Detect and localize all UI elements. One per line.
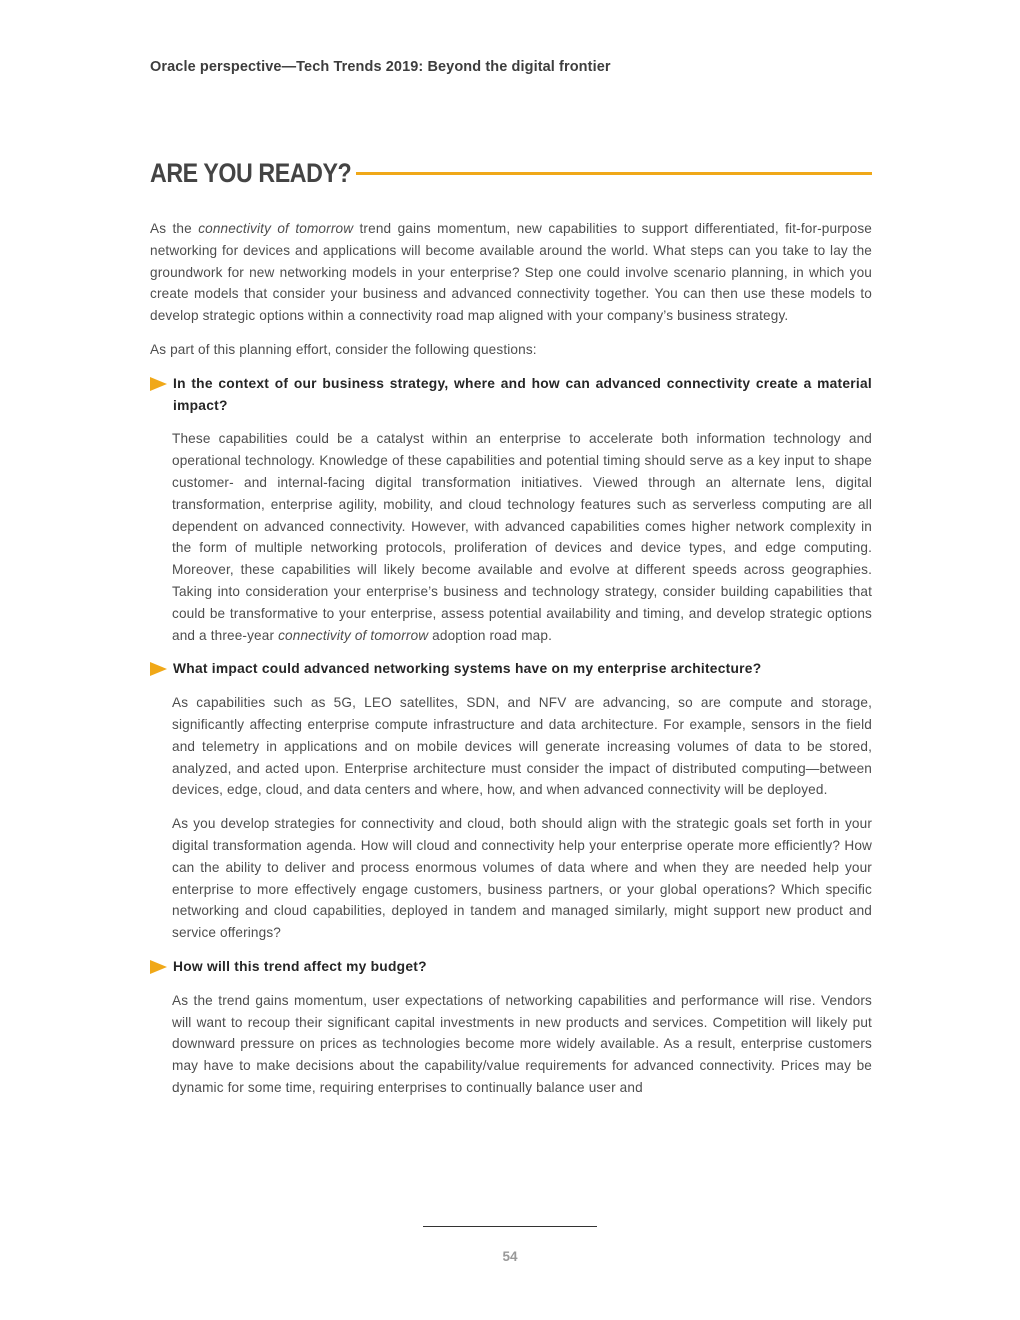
- page-number: 54: [502, 1249, 518, 1264]
- arrow-bullet-icon: [150, 960, 167, 974]
- answer-1-part1: These capabilities could be a catalyst within an enterprise to accelerate both information technology and operational technology. Knowledge of these capabilities and potential timing should serve as a key input to shape customer- and internal-facing digital transformation initiatives. Viewed through an alternate lens, digital transformation, enterprise agility, mobility, and cloud technology features such as serverless computing are all dependent on advanced connectivity. However, with advanced capabilities comes higher network complexity in the form of multiple networking protocols, proliferation of devices and device types, and edge computing. Moreover, these capabilities will likely become available and evolve at different speeds across geographies. Taking into consideration your enterprise’s business and technology strategy, consider building capabilities that could be transformative to your enterprise, assess potential availability and timing, and develop strategic options and a three-year: [172, 431, 872, 643]
- content: [150, 218, 872, 1111]
- question-1: [150, 373, 872, 417]
- title-rule: [356, 172, 872, 175]
- question-3: [150, 956, 872, 978]
- lead-paragraph: As part of this planning effort, consider the following questions:: [150, 341, 537, 357]
- arrow-bullet-icon: [150, 662, 167, 676]
- question-1-text: In the context of our business strategy, where and how can advanced connectivity create a material impact?: [173, 375, 872, 413]
- arrow-bullet-icon: [150, 377, 167, 391]
- question-3-text: How will this trend affect my budget?: [173, 958, 427, 974]
- section-title: ARE YOU READY?: [150, 158, 352, 188]
- section-heading: [150, 155, 872, 191]
- answer-1-italic: connectivity of tomorrow: [278, 627, 429, 643]
- intro-paragraph: [150, 218, 872, 327]
- answer-1-part2: adoption road map.: [428, 627, 553, 643]
- running-header: Oracle perspective—Tech Trends 2019: Beyond the digital frontier: [150, 59, 611, 75]
- answer-2-paragraph-2: As you develop strategies for connectivity and cloud, both should align with the strategic goals set forth in your digital transformation agenda. How will cloud and connectivity help your enterprise operate more efficiently? How can the ability to deliver and process enormous volumes of data where and when they are needed help your enterprise to more effectively engage customers, business partners, or your global operations? Which specific networking and cloud capabilities, deployed in tandem and managed similarly, might support new product and service offerings?: [172, 816, 872, 941]
- answer-3: As the trend gains momentum, user expectations of networking capabilities and performance will rise. Vendors will want to recoup their significant capital investments in new products and services. Competition will likely put downward pressure on prices as technologies become more widely available. As a result, enterprise customers may have to make decisions about the capability/value requirements for advanced connectivity. Prices may be dynamic for some time, requiring enterprises to continually balance user and: [172, 992, 872, 1095]
- question-2: [150, 658, 872, 680]
- answer-2-paragraph-1: As capabilities such as 5G, LEO satellites, SDN, and NFV are advancing, so are compute and storage, significantly affecting enterprise compute infrastructure and data architecture. For example, sensors in the field and telemetry in applications and on mobile devices will generate increasing volumes of data to be stored, analyzed, and acted upon. Enterprise architecture must consider the impact of distributed computing—between devices, edge, cloud, and data centers and where, how, and when advanced connectivity will be deployed.: [172, 695, 872, 798]
- answer-1: [172, 428, 872, 646]
- intro-prefix: As the: [150, 221, 199, 236]
- intro-italic-term: connectivity of tomorrow: [198, 221, 354, 236]
- intro-rest: trend gains momentum, new capabilities to support differentiated, fit-for-purpose networking for devices and applications will become available around the world. What steps can you take to lay the groundwork for new networking models in your enterprise? Step one could involve scenario planning, in which you create models that consider your business and advanced connectivity together. You can then use these models to develop strategic options within a connectivity road map aligned with your company’s business strategy.: [150, 221, 872, 324]
- question-2-text: What impact could advanced networking systems have on my enterprise architecture?: [173, 661, 762, 677]
- footer-rule: [423, 1226, 597, 1227]
